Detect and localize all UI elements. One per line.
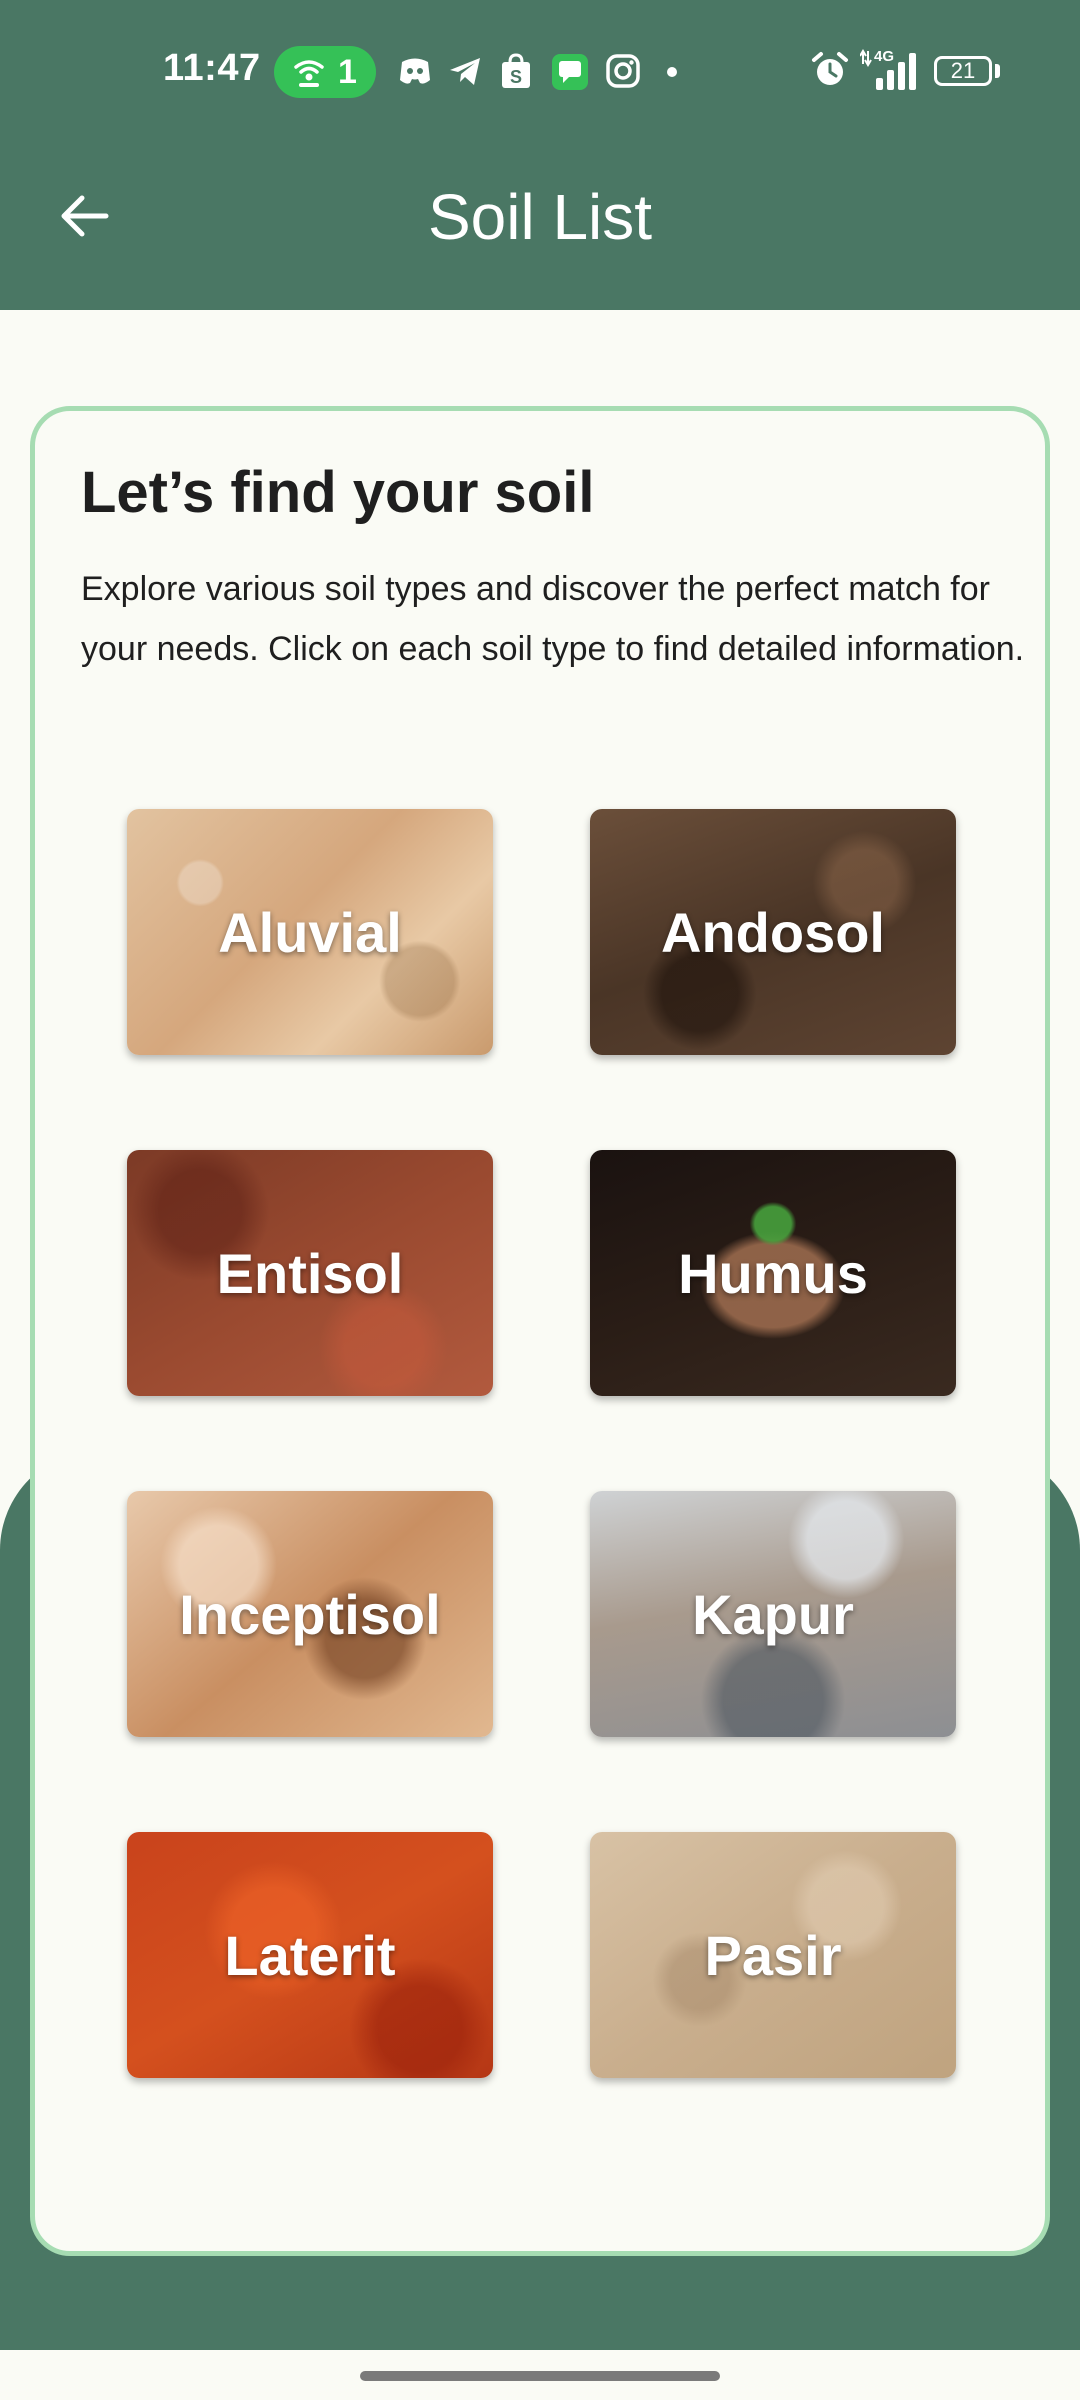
svg-text:S: S	[509, 67, 523, 87]
card-description: Explore various soil types and discover the perfect match for your needs. Click on each soil type to find detailed information.	[81, 570, 1025, 668]
soil-tile-humus[interactable]	[590, 1150, 956, 1396]
network-type-label: 4G	[874, 48, 895, 65]
status-bar	[0, 0, 1080, 145]
hotspot-pill	[274, 46, 376, 98]
soil-tile-kapur[interactable]	[590, 1491, 956, 1737]
battery-level: 21	[950, 58, 976, 83]
page-title: Soil List	[427, 181, 653, 253]
hotspot-icon	[292, 55, 326, 89]
shopee-icon	[498, 52, 534, 90]
soil-label: Inceptisol	[179, 1582, 441, 1646]
battery-tip	[995, 64, 1000, 78]
soil-tile-inceptisol[interactable]	[127, 1491, 493, 1737]
soil-label: Entisol	[216, 1241, 404, 1305]
soil-tile-andosol[interactable]	[590, 809, 956, 1055]
soil-label: Andosol	[661, 900, 885, 964]
app-header	[0, 0, 1080, 310]
soil-label: Laterit	[224, 1923, 396, 1987]
status-time: 11:47	[163, 47, 261, 89]
soil-tile-aluvial[interactable]	[127, 809, 493, 1055]
soil-label: Pasir	[704, 1923, 842, 1987]
discord-icon	[396, 52, 434, 90]
messages-icon	[550, 52, 590, 92]
more-dot-icon	[666, 66, 678, 78]
soil-label: Humus	[678, 1241, 868, 1305]
soil-tile-entisol[interactable]	[127, 1150, 493, 1396]
telegram-icon	[446, 52, 484, 90]
soil-label: Aluvial	[218, 900, 402, 964]
soil-tile-laterit[interactable]	[127, 1832, 493, 2078]
home-indicator[interactable]	[360, 2371, 720, 2381]
card-heading: Let’s find your soil	[81, 460, 595, 525]
hotspot-count: 1	[338, 53, 357, 91]
alarm-icon	[810, 50, 850, 90]
soil-card	[30, 406, 1050, 2256]
soil-label: Kapur	[692, 1582, 854, 1646]
soil-tile-pasir[interactable]	[590, 1832, 956, 2078]
instagram-icon	[604, 52, 642, 90]
battery-icon	[934, 56, 992, 86]
